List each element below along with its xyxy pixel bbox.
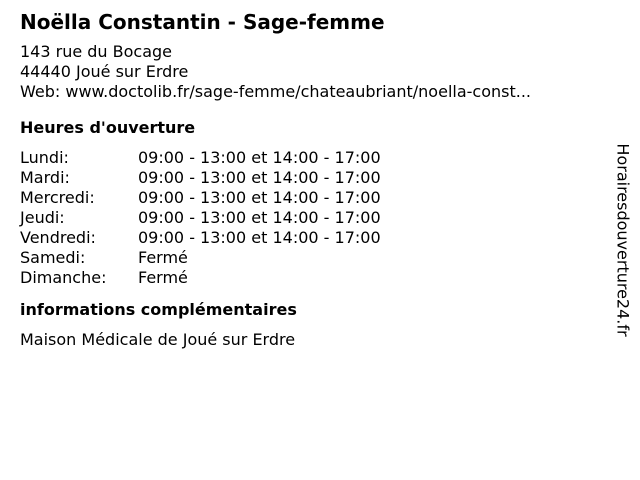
hours-time: Fermé: [138, 248, 188, 267]
listing-card: [20, 8, 600, 350]
address-city: 44440 Joué sur Erdre: [20, 62, 189, 81]
hours-day: Lundi:: [20, 148, 69, 167]
hours-time: 09:00 - 13:00 et 14:00 - 17:00: [138, 168, 381, 187]
hours-day: Jeudi:: [20, 208, 65, 227]
site-watermark: Horairesdouverture24.fr: [613, 143, 633, 337]
hours-row-lundi: [20, 148, 600, 168]
additional-info-text: Maison Médicale de Joué sur Erdre: [20, 330, 296, 349]
website-text: Web: www.doctolib.fr/sage-femme/chateaubriant/noella-const...: [20, 82, 531, 101]
hours-row-jeudi: [20, 208, 600, 228]
page-title: Noëlla Constantin - Sage-femme: [20, 10, 385, 34]
additional-info-heading: informations complémentaires: [20, 300, 297, 319]
hours-time: 09:00 - 13:00 et 14:00 - 17:00: [138, 148, 381, 167]
hours-day: Vendredi:: [20, 228, 96, 247]
hours-time: 09:00 - 13:00 et 14:00 - 17:00: [138, 228, 381, 247]
hours-time: Fermé: [138, 268, 188, 287]
opening-hours-table: [20, 148, 600, 288]
hours-row-dimanche: [20, 268, 600, 288]
hours-day: Samedi:: [20, 248, 86, 267]
hours-time: 09:00 - 13:00 et 14:00 - 17:00: [138, 208, 381, 227]
hours-row-samedi: [20, 248, 600, 268]
hours-day: Dimanche:: [20, 268, 107, 287]
hours-row-vendredi: [20, 228, 600, 248]
hours-time: 09:00 - 13:00 et 14:00 - 17:00: [138, 188, 381, 207]
hours-day: Mercredi:: [20, 188, 95, 207]
address-street: 143 rue du Bocage: [20, 42, 173, 61]
hours-row-mercredi: [20, 188, 600, 208]
hours-row-mardi: [20, 168, 600, 188]
hours-day: Mardi:: [20, 168, 70, 187]
opening-hours-heading: Heures d'ouverture: [20, 118, 196, 137]
